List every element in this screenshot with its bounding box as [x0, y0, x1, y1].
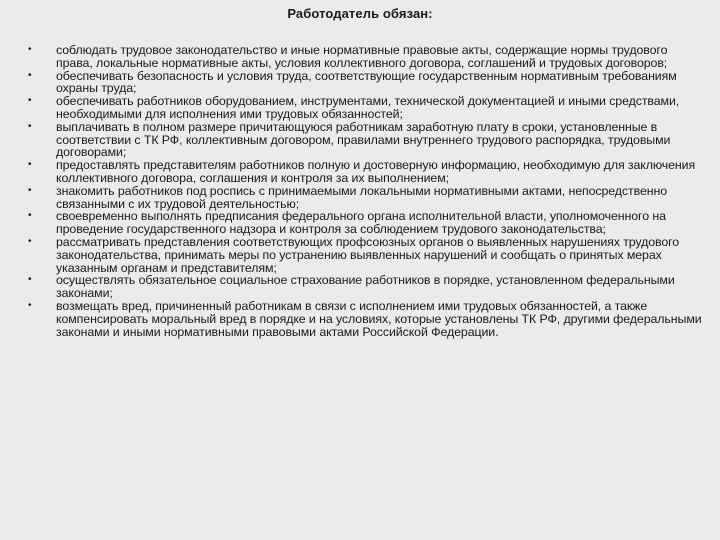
list-item [0, 236, 720, 274]
list-item [0, 300, 720, 338]
list-item [0, 185, 720, 211]
bullet-icon: • [28, 44, 32, 55]
bullet-icon: • [28, 95, 32, 107]
list-item [0, 70, 720, 96]
list-item [0, 95, 720, 121]
bullet-icon: • [28, 210, 32, 222]
bullet-icon: • [28, 299, 32, 311]
list-item-text: возмещать вред, причиненный работникам в связи с исполнением ими трудовых обязанностей, а также компенсировать моральный вред в порядке и на условиях, которые установлены ТК РФ, другими федеральными законами и иными нормативными правовыми актами Российской Федерации. [56, 298, 702, 339]
list-item-text: своевременно выполнять предписания федерального органа исполнительной власти, уполномоченного на проведение государственного надзора и контроля за соблюдением трудового законодательства; [56, 209, 666, 237]
bullet-icon: • [28, 69, 32, 81]
bullet-icon: • [28, 184, 32, 196]
page-title: Работодатель обязан: [287, 6, 433, 21]
list-item-text: обеспечивать работников оборудованием, инструментами, технической документацией и иными средствами, необходимыми для исполнения ими трудовых обязанностей; [56, 94, 680, 121]
list-item-text: осуществлять обязательное социальное страхование работников в порядке, установленном федеральными законами; [56, 273, 675, 301]
list-item-text: знакомить работников под роспись с принимаемыми локальными нормативными актами, непосредственно связанными с их трудовой деятельностью; [56, 183, 668, 211]
list-item [0, 44, 720, 70]
obligations-list [0, 44, 720, 338]
list-item [0, 210, 720, 236]
list-item-text: обеспечивать безопасность и условия труда, соответствующие государственным нормативным требованиям охраны труда; [56, 68, 677, 96]
bullet-icon: • [28, 235, 32, 247]
list-item-text: рассматривать представления соответствующих профсоюзных органов о выявленных нарушениях трудового законодательства, принимать меры по устранению выявленных нарушений и сообщать о принятых мерах указанным органам и представителям; [56, 234, 680, 275]
list-item-text: предоставлять представителям работников полную и достоверную информацию, необходимую для заключения коллективного договора, соглашения и контроля за их выполнением; [56, 158, 696, 185]
list-item [0, 159, 720, 185]
list-item-text: соблюдать трудовое законодательство и иные нормативные правовые акты, содержащие нормы трудового права, локальные нормативные акты, условия коллективного договора, соглашений и трудовых договоров; [56, 43, 668, 70]
bullet-icon: • [28, 159, 32, 171]
bullet-icon: • [28, 274, 32, 286]
bullet-icon: • [28, 120, 32, 132]
list-item-text: выплачивать в полном размере причитающуюся работникам заработную плату в сроки, установленные в соответствии с ТК РФ, коллективным договором, правилами внутреннего трудового распорядка, трудовыми договорами; [56, 119, 671, 160]
list-item [0, 274, 720, 300]
list-item [0, 121, 720, 159]
